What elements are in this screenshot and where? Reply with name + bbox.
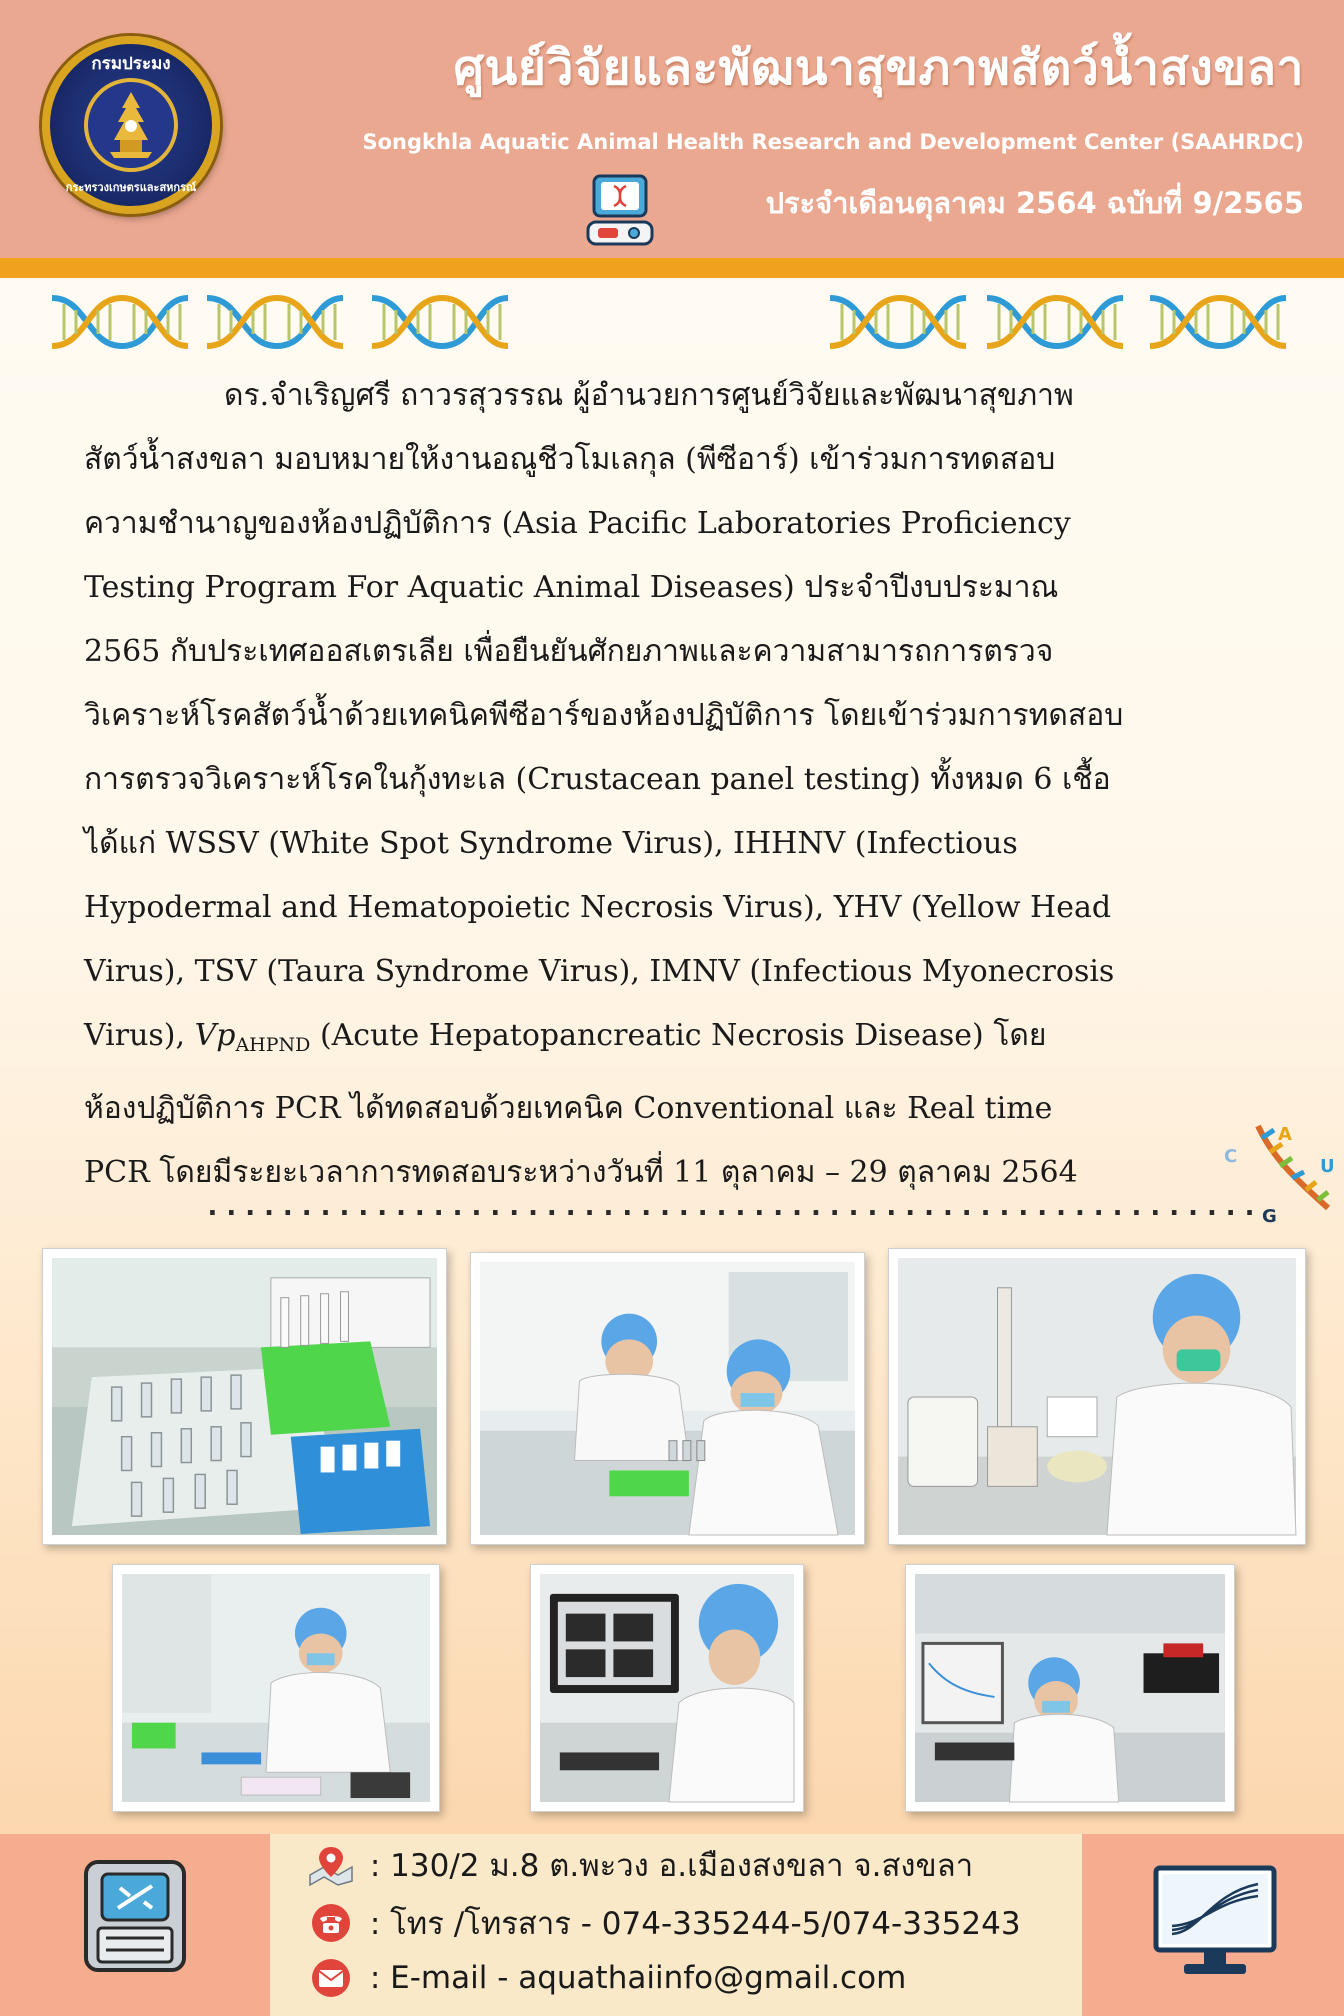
article-line-vp: Virus), $Vp_{AHPND}$ (Acute Hepatopancreatic Necrosis Disease) โดย xyxy=(84,1018,1047,1056)
dna-helix-icon xyxy=(205,290,345,354)
photo-technician-pipetting xyxy=(888,1248,1306,1545)
dna-helix-icon xyxy=(985,290,1125,354)
issue-date-number: ประจำเดือนตุลาคม 2564 ฉบับที่ 9/2565 xyxy=(765,186,1304,220)
article-line: ได้แก่ WSSV (White Spot Syndrome Virus), IHHNV (Infectious xyxy=(84,826,1018,861)
article-line: วิเคราะห์โรคสัตว์น้ำด้วยเทคนิคพีซีอาร์ของห้องปฏิบัติการ โดยเข้าร่วมการทดสอบ xyxy=(84,698,1124,733)
article-line: Hypodermal and Hematopoietic Necrosis Virus), YHV (Yellow Head xyxy=(84,890,1112,925)
department-seal-logo xyxy=(42,36,220,214)
email-icon xyxy=(308,1958,354,1998)
photo-technician-computer xyxy=(530,1564,804,1812)
article-line: ห้องปฏิบัติการ PCR ได้ทดสอบด้วยเทคนิค Conventional และ Real time xyxy=(84,1091,1053,1126)
vp-subscript: AHPND xyxy=(235,1034,311,1056)
seal-text-top: กรมประมง xyxy=(91,54,171,74)
article-line: 2565 กับประเทศออสเตรเลีย เพื่อยืนยันศักยภาพและความสามารถการตรวจ xyxy=(84,634,1054,669)
dna-helix-icon xyxy=(828,290,968,354)
photo-technician-workstation xyxy=(112,1564,440,1812)
svg-text:G: G xyxy=(1262,1206,1277,1227)
center-title-english: Songkhla Aquatic Animal Health Research and Development Center (SAAHRDC) xyxy=(362,130,1304,154)
svg-text:U: U xyxy=(1320,1156,1335,1177)
center-title-thai: ศูนย์วิจัยและพัฒนาสุขภาพสัตว์น้ำสงขลา xyxy=(453,40,1304,96)
photo-technician-realtime-pcr xyxy=(905,1564,1235,1812)
dna-helix-icon xyxy=(1148,290,1288,354)
contact-address: : 130/2 ม.8 ต.พะวง อ.เมืองสงขลา จ.สงขลา xyxy=(308,1840,973,1890)
dna-helix-icon xyxy=(370,290,510,354)
contact-email: : E-mail - aquathaiinfo@gmail.com xyxy=(308,1958,906,1998)
article-line: สัตว์น้ำสงขลา มอบหมายให้งานอณูชีวโมเลกุล (พีซีอาร์) เข้าร่วมการทดสอบ xyxy=(84,442,1056,477)
dna-computer-icon xyxy=(586,172,654,248)
svg-text:C: C xyxy=(1224,1146,1238,1167)
vp-italic: Vp xyxy=(194,1018,236,1053)
contact-phone: : โทร /โทรสาร - 074-335244-5/074-335243 xyxy=(308,1898,1021,1948)
phone-icon xyxy=(308,1903,354,1943)
seal-inner-ring xyxy=(84,78,178,172)
article-line: ความชำนาญของห้องปฏิบัติการ (Asia Pacific Laboratories Proficiency xyxy=(84,506,1071,541)
article-line: Testing Program For Aquatic Animal Diseases) ประจำปีงบประมาณ xyxy=(84,570,1059,605)
seal-text-bottom: กระทรวงเกษตรและสหกรณ์ xyxy=(65,181,197,194)
dna-helix-icon xyxy=(50,290,190,354)
location-pin-icon xyxy=(308,1845,354,1885)
monitor-chart-icon xyxy=(1150,1864,1280,1980)
article-line: การตรวจวิเคราะห์โรคในกุ้งทะเล (Crustacean panel testing) ทั้งหมด 6 เชื้อ xyxy=(84,762,1111,797)
article-body xyxy=(84,364,1254,1205)
photo-technicians-bench xyxy=(470,1252,865,1545)
photo-pcr-tubes-racks xyxy=(42,1248,447,1545)
pcr-machine-icon xyxy=(80,1858,190,1976)
section-divider: ........................................................ xyxy=(204,1189,1261,1222)
svg-text:A: A xyxy=(1278,1124,1292,1145)
article-line: Virus), TSV (Taura Syndrome Virus), IMNV (Infectious Myonecrosis xyxy=(84,954,1115,989)
article-line: ดร.จำเริญศรี ถาวรสุวรรณ ผู้อำนวยการศูนย์วิจัยและพัฒนาสุขภาพ xyxy=(224,378,1074,413)
article-line: PCR โดยมีระยะเวลาการทดสอบระหว่างวันที่ 11 ตุลาคม – 29 ตุลาคม 2564 xyxy=(84,1155,1078,1190)
header-accent-stripe xyxy=(0,258,1344,278)
seal-emblem-icon xyxy=(100,90,162,160)
